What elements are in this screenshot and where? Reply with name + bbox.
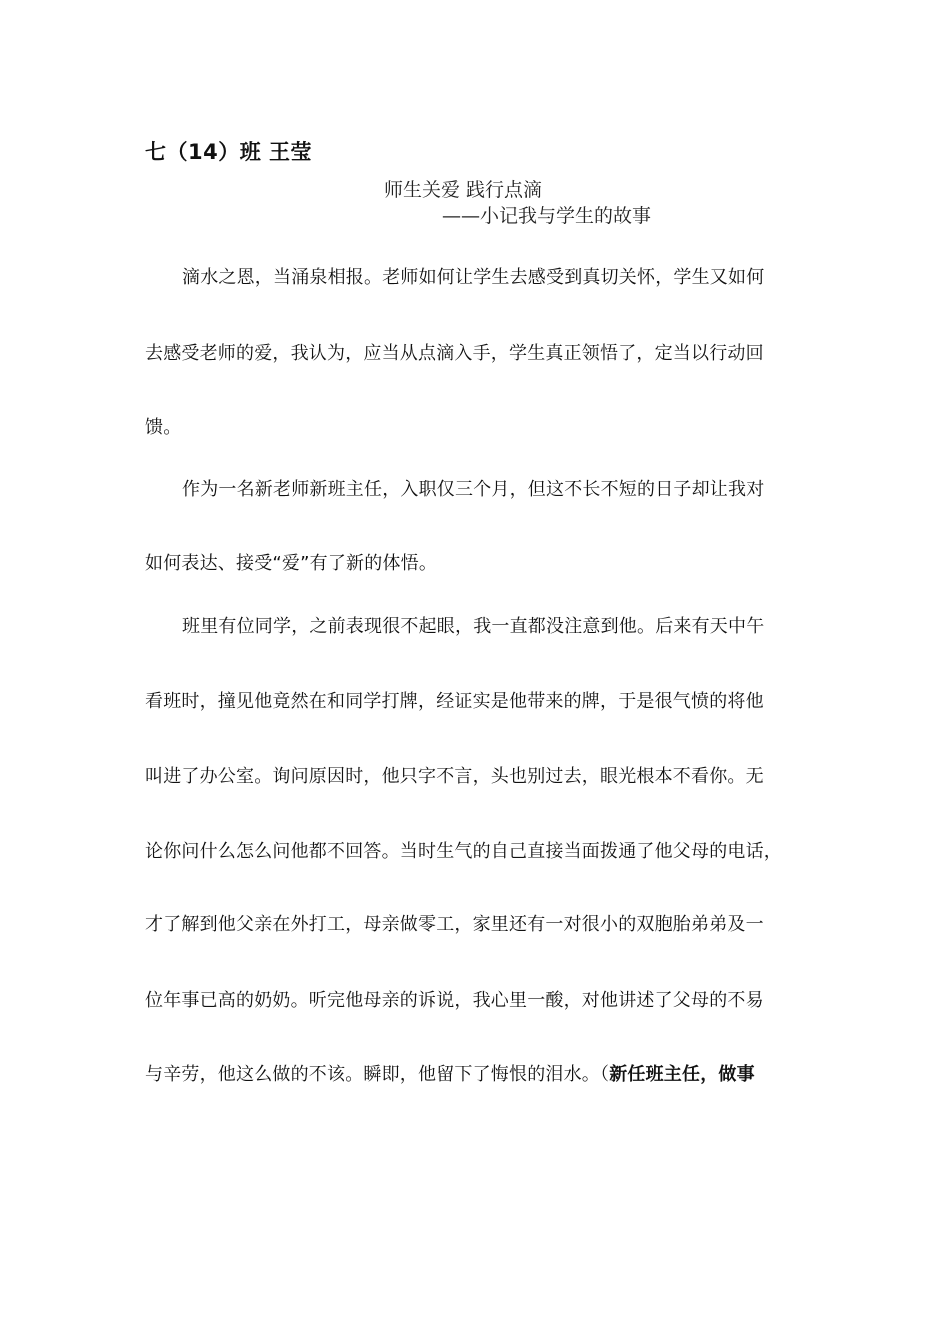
paragraph-3-line-5: 才了解到他父亲在外打工，母亲做零工，家里还有一对很小的双胞胎弟弟及一 bbox=[145, 914, 764, 935]
article-subtitle: ——小记我与学生的故事 bbox=[442, 205, 652, 227]
paragraph-3-line-7 bbox=[145, 1060, 805, 1086]
article-title: 师生关爱 践行点滴 bbox=[384, 179, 543, 201]
paragraph-1-line-1: 滴水之恩，当涌泉相报。老师如何让学生去感受到真切关怀，学生又如何 bbox=[182, 267, 765, 288]
bold-emphasis-text: 新任班主任，做事 bbox=[609, 1064, 755, 1085]
author-line: 七（14）班 王莹 bbox=[145, 140, 313, 164]
paragraph-3-line-2: 看班时，撞见他竟然在和同学打牌，经证实是他带来的牌，于是很气愤的将他 bbox=[145, 691, 764, 712]
paragraph-1-line-2: 去感受老师的爱，我认为，应当从点滴入手，学生真正领悟了，定当以行动回 bbox=[145, 343, 764, 364]
paragraph-1-line-3: 馈。 bbox=[145, 417, 182, 438]
paragraph-3-line-4: 论你问什么怎么问他都不回答。当时生气的自己直接当面拨通了他父母的电话， bbox=[145, 841, 782, 862]
paragraph-2-line-2: 如何表达、接受“爱”有了新的体悟。 bbox=[145, 553, 438, 574]
paragraph-3-line-1: 班里有位同学，之前表现很不起眼，我一直都没注意到他。后来有天中午 bbox=[182, 616, 765, 637]
paragraph-2-line-1: 作为一名新老师新班主任，入职仅三个月，但这不长不短的日子却让我对 bbox=[182, 479, 765, 500]
paragraph-3-line-7-text: 与辛劳，他这么做的不该。瞬即，他留下了悔恨的泪水。（ bbox=[145, 1064, 610, 1085]
paragraph-3-line-3: 叫进了办公室。询问原因时，他只字不言，头也别过去，眼光根本不看你。无 bbox=[145, 766, 764, 787]
paragraph-3-line-6: 位年事已高的奶奶。听完他母亲的诉说，我心里一酸，对他讲述了父母的不易 bbox=[145, 990, 764, 1011]
